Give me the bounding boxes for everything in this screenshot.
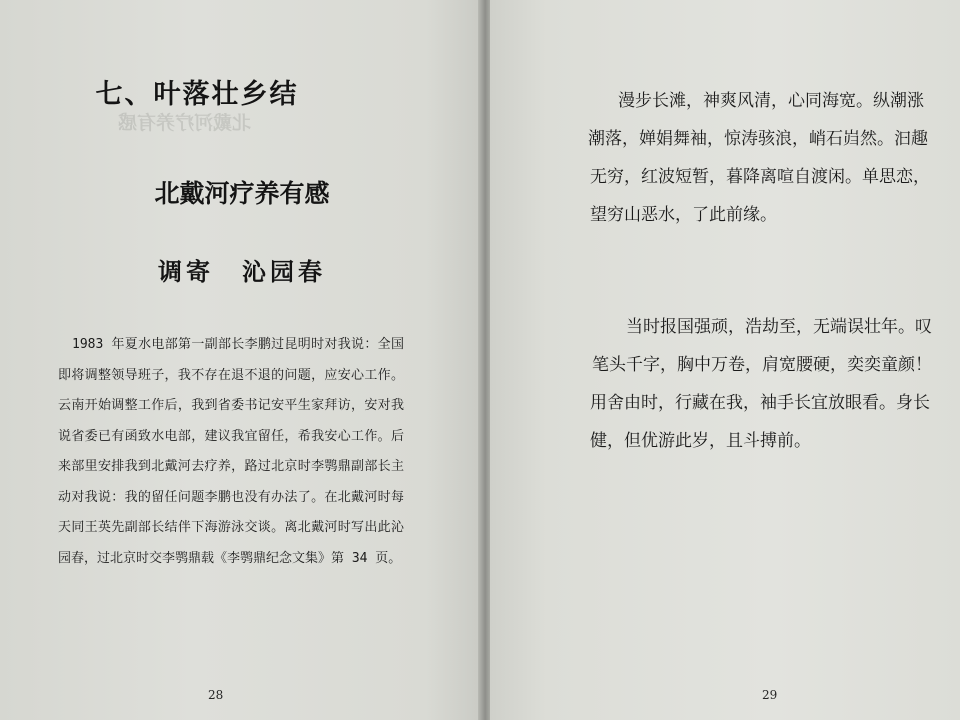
author-note <box>58 330 404 574</box>
note-line: 云南开始调整工作后，我到省委书记安平生家拜访，安对我 <box>58 398 404 413</box>
poem-stanza-1 <box>588 82 936 234</box>
page-number-left: 28 <box>208 688 224 702</box>
poem-line: 无穷，红波短暂，暮降离喧自渡闲。单思恋， <box>590 167 930 187</box>
poem-line: 望穷山恶水，了此前缘。 <box>590 205 777 225</box>
poem-line: 潮落，婵娟舞袖，惊涛骇浪，峭石岿然。汩趣 <box>588 129 928 149</box>
note-line: 1983 年夏水电部第一副部长李鹏过昆明时对我说：全国 <box>72 337 404 352</box>
poem-line: 用舍由时，行藏在我，袖手长宜放眼看。身长 <box>590 393 930 413</box>
poem-subtitle: 北戴河疗养有感 <box>154 179 330 208</box>
chapter-title: 七、叶落壮乡结 <box>95 79 299 110</box>
note-line: 说省委已有函致水电部，建议我宜留任，希我安心工作。后 <box>58 428 404 444</box>
poem-line: 健，但优游此岁，且斗搏前。 <box>590 431 811 451</box>
note-line: 来部里安排我到北戴河去疗养，路过北京时李鹗鼎副部长主 <box>58 459 404 474</box>
poem-line: 笔头千字，胸中万卷，肩宽腰硬，奕奕童颜！ <box>592 355 932 375</box>
note-line: 园春，过北京时交李鹗鼎载《李鹗鼎纪念文集》第 34 页。 <box>58 550 402 566</box>
poem-stanza-2 <box>590 308 936 460</box>
poem-line: 当时报国强顽，浩劫至，无端误壮年。叹 <box>626 317 932 337</box>
note-line: 即将调整领导班子，我不存在退不退的问题，应安心工作。 <box>58 367 404 383</box>
poem-line: 漫步长滩，神爽风清，心同海宽。纵潮涨 <box>618 91 924 111</box>
tune-title: 调寄 沁园春 <box>158 258 326 286</box>
note-line: 天同王英先副部长结伴下海游泳交谈。离北戴河时写出此沁 <box>58 520 404 535</box>
bleed-through-text: 北戴河疗养有感 <box>118 112 252 134</box>
note-line: 动对我说：我的留任问题李鹏也没有办法了。在北戴河时每 <box>58 489 404 505</box>
page-number-right: 29 <box>762 688 778 702</box>
